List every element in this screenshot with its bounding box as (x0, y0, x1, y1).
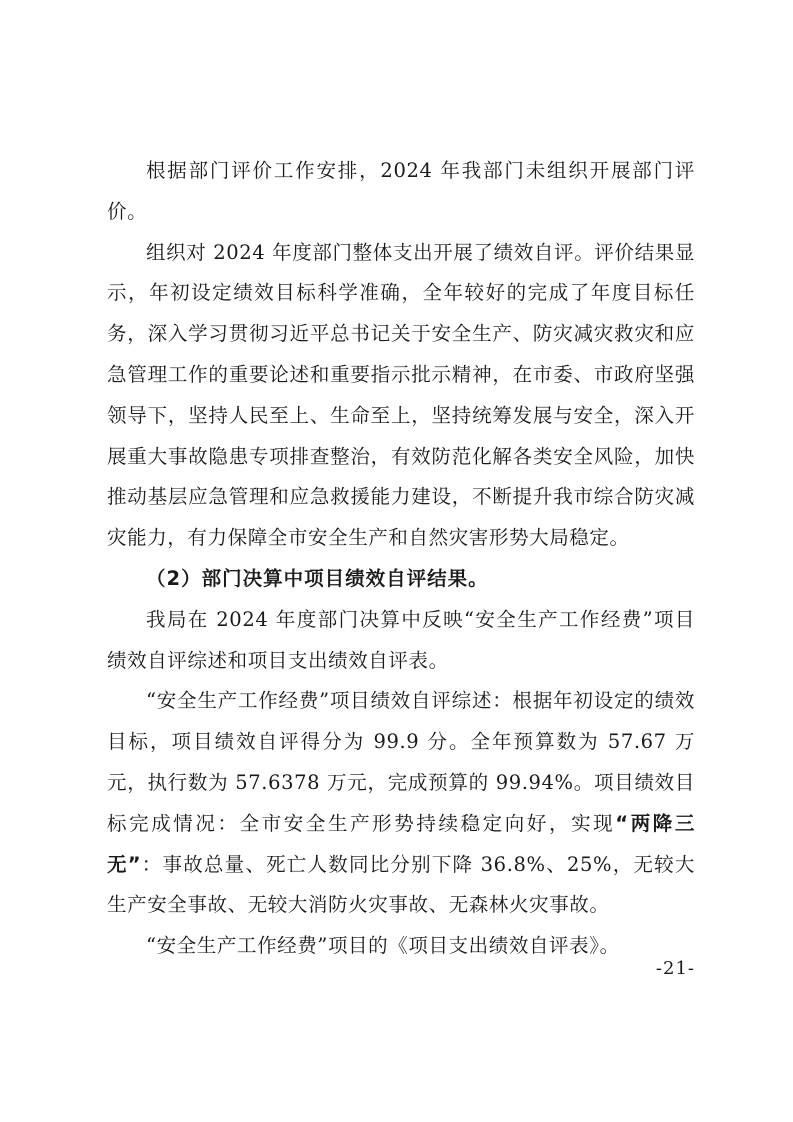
document-body (107, 151, 695, 967)
summary-text-after: ：事故总量、死亡人数同比分别下降 36.8%、25%，无较大生产安全事故、无较大消防火灾事故、无森林火灾事故。 (107, 852, 695, 917)
two-down-three-none-emphasis: “两降三无” (107, 811, 695, 876)
page-number: -21- (655, 958, 695, 979)
paragraph-evaluation-arrangement: 根据部门评价工作安排，2024 年我部门未组织开展部门评价。 (107, 159, 695, 223)
section-heading: （2）部门决算中项目绩效自评结果。 (146, 566, 489, 590)
paragraph-self-evaluation-table-reference: “安全生产工作经费”项目的《项目支出绩效自评表》。 (146, 934, 620, 958)
paragraph-project-reflection: 我局在 2024 年度部门决算中反映“安全生产工作经费”项目绩效自评综述和项目支出绩效自评表。 (107, 607, 695, 672)
paragraph-project-summary (107, 681, 695, 926)
summary-text-before: “安全生产工作经费”项目绩效自评综述：根据年初设定的绩效目标，项目绩效自评得分为 99.9 分。全年预算数为 57.67 万元，执行数为 57.6378 万元，完成预算的 99.94%。项目绩效目标完成情况：全市安全生产形势持续稳定向好，实现 (107, 689, 695, 835)
paragraph-overall-self-evaluation: 组织对 2024 年度部门整体支出开展了绩效自评。评价结果显示，年初设定绩效目标科学准确，全年较好的完成了年度目标任务，深入学习贯彻习近平总书记关于安全生产、防灾减灾救灾和应急管理工作的重要论述和重要指示批示精神，在市委、市政府坚强领导下，坚持人民至上、生命至上，坚持统筹发展与安全，深入开展重大事故隐患专项排查整治，有效防范化解各类安全风险，加快推动基层应急管理和应急救援能力建设，不断提升我市综合防灾减灾能力，有力保障全市安全生产和自然灾害形势大局稳定。 (107, 240, 695, 550)
